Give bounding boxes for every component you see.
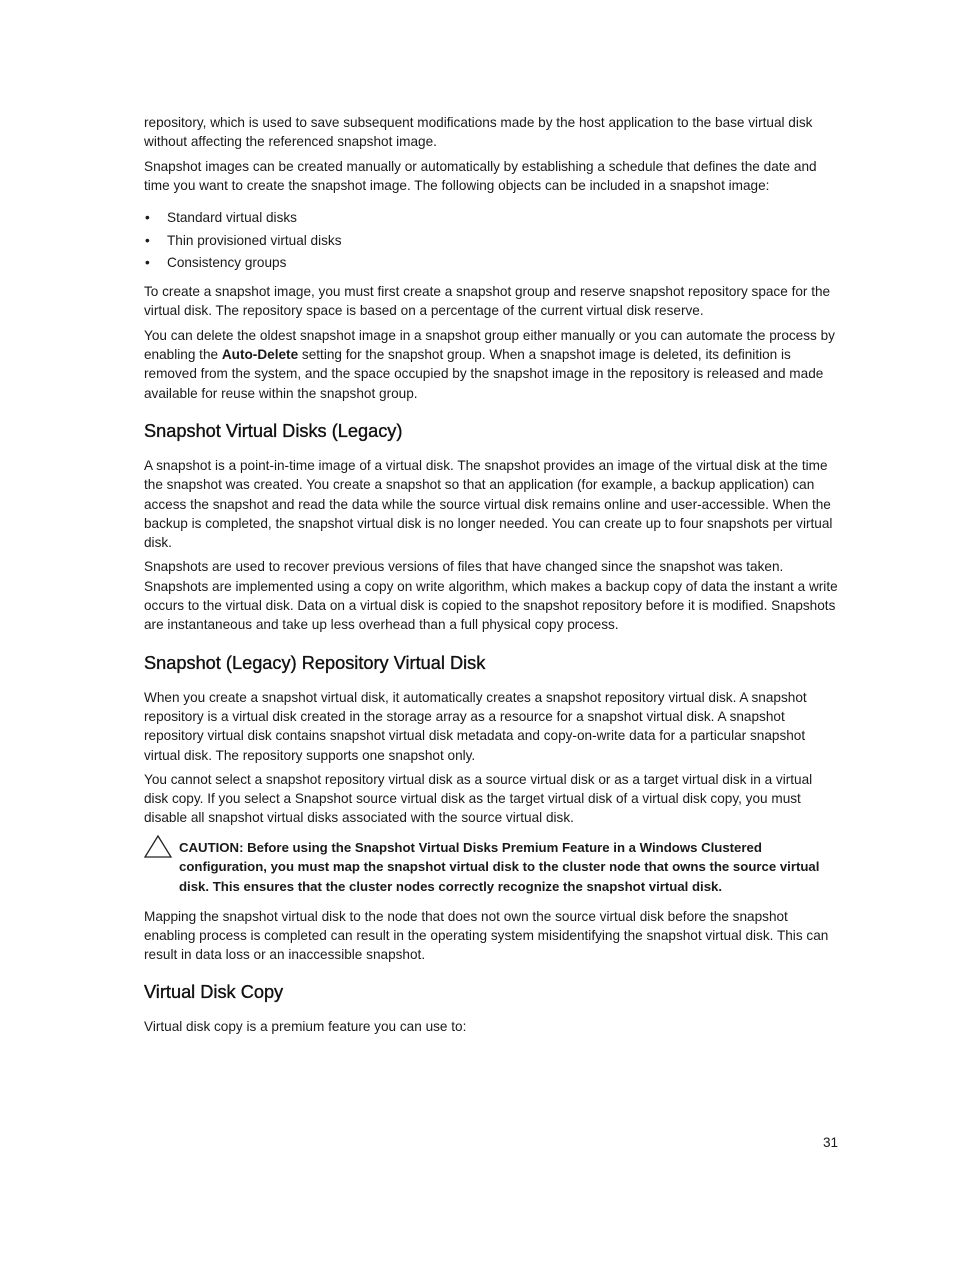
list-item: • Consistency groups bbox=[145, 255, 287, 271]
caution-note bbox=[144, 838, 838, 897]
section2-paragraph-3: Mapping the snapshot virtual disk to the node that does not own the source virtual disk before the snapshot enabling process is completed can result in the operating system misidentifying the snapshot virtual disk. This can result in data loss or an inaccessible snapshot. bbox=[144, 908, 829, 963]
intro-paragraph-1: repository, which is used to save subsequent modifications made by the host application to the base virtual disk without affecting the referenced snapshot image. bbox=[144, 115, 813, 150]
section-heading-virtual-disk-copy: Virtual Disk Copy bbox=[144, 982, 284, 1003]
page-number: 31 bbox=[823, 1135, 839, 1150]
bullet-icon: • bbox=[145, 210, 150, 226]
section-heading-snapshot-repository: Snapshot (Legacy) Repository Virtual Disk bbox=[144, 652, 486, 673]
section2-paragraph-1: When you create a snapshot virtual disk, it automatically creates a snapshot repository virtual disk. A snapshot repository is a virtual disk created in the storage array as a resource for a snapshot virtual disk. A snapshot repository virtual disk contains snapshot virtual disk metadata and copy-on-write data for a particular snapshot virtual disk. The repository supports one snapshot only. bbox=[144, 689, 807, 763]
snapshot-objects-list bbox=[144, 208, 838, 272]
section-heading-snapshot-virtual-disks: Snapshot Virtual Disks (Legacy) bbox=[144, 420, 403, 441]
auto-delete-term: Auto-Delete bbox=[221, 347, 299, 363]
intro-paragraph-2: Snapshot images can be created manually or automatically by establishing a schedule that defines the date and time you want to create the snapshot image. The following objects can be included in a snapshot image: bbox=[144, 158, 817, 193]
caution-text: CAUTION: Before using the Snapshot Virtual Disks Premium Feature in a Windows Clustered configuration, you must map the snapshot virtual disk to the cluster node that owns the source virtual disk. This ensures that the cluster nodes correctly recognize the snapshot virtual disk. bbox=[179, 839, 820, 894]
bullet-icon: • bbox=[145, 232, 150, 248]
section2-paragraph-2: You cannot select a snapshot repository virtual disk as a source virtual disk or as a target virtual disk in a virtual disk copy. If you select a Snapshot source virtual disk as the target virtual disk of a virtual disk copy, you must disable all snapshot virtual disks associated with the source virtual disk. bbox=[144, 771, 813, 826]
intro-paragraph-4: You can delete the oldest snapshot image in a snapshot group either manually or you can automate the process by enabling the Auto-Delete setting for the snapshot group. When a snapshot image is deleted, its definition is removed from the system, and the space occupied by the snapshot image in the repository is released and made available for reuse within the snapshot group. bbox=[144, 327, 835, 401]
section1-paragraph-2: Snapshots are used to recover previous versions of files that have changed since the snapshot was taken. Snapshots are implemented using a copy on write algorithm, which makes a backup copy of data the instant a write occurs to the virtual disk. Data on a virtual disk is copied to the snapshot repository before it is modified. Snapshots are instantaneous and take up less overhead than a full physical copy process. bbox=[144, 559, 838, 633]
bullet-icon: • bbox=[145, 255, 150, 271]
list-item: • Thin provisioned virtual disks bbox=[145, 232, 342, 248]
section1-paragraph-1: A snapshot is a point-in-time image of a virtual disk. The snapshot provides an image of the virtual disk at the time the snapshot was created. You create a snapshot so that an application (for example, a backup application) can access the snapshot and read the data while the source virtual disk remains online and user-accessible. When the backup is completed, the snapshot virtual disk is no longer needed. You can create up to four snapshots per virtual disk. bbox=[144, 457, 833, 551]
section3-paragraph-1: Virtual disk copy is a premium feature you can use to: bbox=[144, 1019, 467, 1035]
list-item: • Standard virtual disks bbox=[145, 210, 297, 226]
page-content bbox=[144, 113, 838, 1037]
intro-paragraph-3: To create a snapshot image, you must first create a snapshot group and reserve snapshot repository space for the virtual disk. The repository space is based on a percentage of the current virtual disk reserve. bbox=[144, 284, 831, 319]
caution-triangle-icon bbox=[143, 834, 173, 865]
